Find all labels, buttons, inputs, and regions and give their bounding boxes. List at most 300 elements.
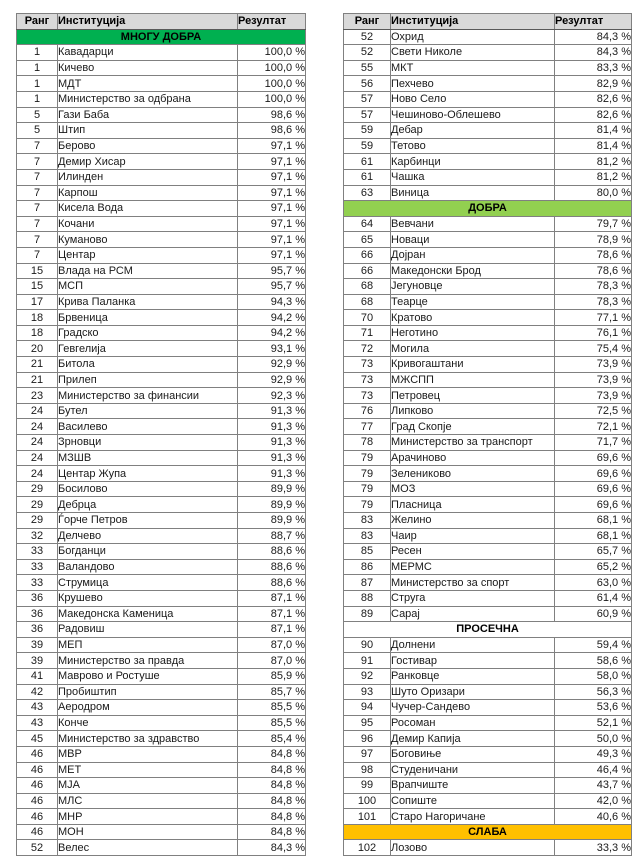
rank-cell: 43 [17,700,58,716]
result-cell: 85,5 % [238,700,306,716]
result-cell: 73,9 % [555,357,632,373]
institution-cell: Желино [391,513,555,529]
rank-cell: 102 [344,840,391,856]
institution-cell: Демир Хисар [58,154,238,170]
table-row [344,762,632,778]
rank-cell: 15 [17,263,58,279]
rank-cell: 86 [344,559,391,575]
rank-cell: 79 [344,466,391,482]
section-row [344,622,632,638]
rank-cell: 7 [17,201,58,217]
rank-cell: 59 [344,123,391,139]
institution-cell: Зелениково [391,466,555,482]
institution-cell: Министерство за одбрана [58,91,238,107]
institution-cell: Сарај [391,606,555,622]
institution-cell: Гази Баба [58,107,238,123]
rank-cell: 1 [17,91,58,107]
rank-cell: 63 [344,185,391,201]
result-cell: 85,5 % [238,715,306,731]
institution-cell: Радовиш [58,622,238,638]
rank-cell: 83 [344,528,391,544]
result-cell: 73,9 % [555,372,632,388]
table-row [17,762,306,778]
result-cell: 68,1 % [555,528,632,544]
table-row [344,668,632,684]
table-row [344,606,632,622]
table-row [344,279,632,295]
section-label: МНОГУ ДОБРА [17,29,306,45]
table-row [17,435,306,451]
table-row [17,107,306,123]
institution-cell: Росоман [391,715,555,731]
rank-cell: 66 [344,263,391,279]
rank-cell: 70 [344,310,391,326]
column-header-institution: Институција [391,14,555,30]
table-row [344,232,632,248]
result-cell: 89,9 % [238,513,306,529]
table-row [17,513,306,529]
institution-cell: Пробиштип [58,684,238,700]
rank-cell: 64 [344,216,391,232]
result-cell: 75,4 % [555,341,632,357]
table-row [344,263,632,279]
table-row [17,325,306,341]
result-cell: 73,9 % [555,388,632,404]
rank-cell: 24 [17,450,58,466]
section-row [17,29,306,45]
table-row [344,497,632,513]
rank-cell: 33 [17,544,58,560]
institution-cell: Могила [391,341,555,357]
table-row [344,840,632,856]
rank-cell: 24 [17,403,58,419]
institution-cell: Старо Нагоричане [391,809,555,825]
result-cell: 93,1 % [238,341,306,357]
result-cell: 87,1 % [238,606,306,622]
result-cell: 46,4 % [555,762,632,778]
result-cell: 68,1 % [555,513,632,529]
result-cell: 87,0 % [238,637,306,653]
table-row [344,746,632,762]
table-row [17,169,306,185]
result-cell: 56,3 % [555,684,632,700]
institution-cell: МЕП [58,637,238,653]
institution-cell: Дебар [391,123,555,139]
institution-cell: Градско [58,325,238,341]
table-row [17,606,306,622]
rank-cell: 7 [17,247,58,263]
result-cell: 92,3 % [238,388,306,404]
table-row [344,731,632,747]
institution-cell: Кавадарци [58,45,238,61]
result-cell: 53,6 % [555,700,632,716]
table-row [344,91,632,107]
table-row [17,357,306,373]
institution-cell: Кратово [391,310,555,326]
rank-cell: 7 [17,154,58,170]
rank-cell: 7 [17,185,58,201]
table-row [344,325,632,341]
institution-cell: Битола [58,357,238,373]
rank-cell: 78 [344,435,391,451]
table-row [344,466,632,482]
institution-cell: Петровец [391,388,555,404]
table-row [344,403,632,419]
rank-cell: 97 [344,746,391,762]
institution-cell: Боговиње [391,746,555,762]
institution-cell: Охрид [391,29,555,45]
section-row [344,824,632,840]
rank-cell: 85 [344,544,391,560]
rank-cell: 5 [17,123,58,139]
result-cell: 40,6 % [555,809,632,825]
institution-cell: Зрновци [58,435,238,451]
result-cell: 82,6 % [555,91,632,107]
table-row [344,107,632,123]
table-row [17,668,306,684]
rank-cell: 46 [17,793,58,809]
ranking-table-left [16,13,306,856]
section-label: СЛАБА [344,824,632,840]
table-row [17,279,306,295]
institution-cell: МСП [58,279,238,295]
rank-cell: 20 [17,341,58,357]
institution-cell: Богданци [58,544,238,560]
institution-cell: МЈА [58,778,238,794]
result-cell: 94,3 % [238,294,306,310]
rank-cell: 46 [17,778,58,794]
institution-cell: Свети Николе [391,45,555,61]
rank-cell: 79 [344,450,391,466]
table-row [344,637,632,653]
table-row [17,731,306,747]
result-cell: 88,6 % [238,559,306,575]
institution-cell: МЛС [58,793,238,809]
result-cell: 76,1 % [555,325,632,341]
result-cell: 52,1 % [555,715,632,731]
table-row [344,778,632,794]
rank-cell: 79 [344,497,391,513]
result-cell: 81,4 % [555,123,632,139]
table-row [17,793,306,809]
column-header-rank: Ранг [17,14,58,30]
rank-cell: 5 [17,107,58,123]
section-label: ПРОСЕЧНА [344,622,632,638]
rank-cell: 59 [344,138,391,154]
table-row [17,185,306,201]
institution-cell: Чашка [391,169,555,185]
institution-cell: МЖСПП [391,372,555,388]
result-cell: 97,1 % [238,169,306,185]
institution-cell: Ранковце [391,668,555,684]
rank-cell: 96 [344,731,391,747]
result-cell: 91,3 % [238,466,306,482]
result-cell: 71,7 % [555,435,632,451]
institution-cell: Влада на РСМ [58,263,238,279]
header-row [17,14,306,30]
table-row [17,232,306,248]
result-cell: 84,8 % [238,809,306,825]
rank-cell: 23 [17,388,58,404]
result-cell: 91,3 % [238,419,306,435]
institution-cell: Дебрца [58,497,238,513]
result-cell: 80,0 % [555,185,632,201]
table-row [17,653,306,669]
rank-cell: 52 [344,45,391,61]
result-cell: 84,8 % [238,762,306,778]
rank-cell: 94 [344,700,391,716]
table-row [17,528,306,544]
institution-cell: МНР [58,809,238,825]
rank-cell: 91 [344,653,391,669]
section-label: ДОБРА [344,201,632,217]
table-row [17,700,306,716]
institution-cell: Чучер-Сандево [391,700,555,716]
institution-cell: Карпош [58,185,238,201]
table-row [17,466,306,482]
result-cell: 81,4 % [555,138,632,154]
result-cell: 92,9 % [238,372,306,388]
rank-cell: 89 [344,606,391,622]
institution-cell: Виница [391,185,555,201]
result-cell: 33,3 % [555,840,632,856]
result-cell: 42,0 % [555,793,632,809]
result-cell: 100,0 % [238,91,306,107]
result-cell: 69,6 % [555,450,632,466]
institution-cell: Врапчиште [391,778,555,794]
institution-cell: Ресен [391,544,555,560]
rank-cell: 29 [17,513,58,529]
result-cell: 85,4 % [238,731,306,747]
table-row [344,528,632,544]
column-header-institution: Институција [58,14,238,30]
institution-cell: Босилово [58,481,238,497]
table-row [17,637,306,653]
institution-cell: Арачиново [391,450,555,466]
institution-cell: МКТ [391,60,555,76]
rank-cell: 43 [17,715,58,731]
table-row [17,497,306,513]
result-cell: 89,9 % [238,497,306,513]
institution-cell: Кривогаштани [391,357,555,373]
table-row [17,91,306,107]
rank-cell: 42 [17,684,58,700]
institution-cell: МОЗ [391,481,555,497]
rank-cell: 46 [17,809,58,825]
rank-cell: 1 [17,60,58,76]
institution-cell: Кичево [58,60,238,76]
result-cell: 98,6 % [238,123,306,139]
rank-cell: 33 [17,559,58,575]
result-cell: 79,7 % [555,216,632,232]
rank-cell: 17 [17,294,58,310]
rank-cell: 18 [17,325,58,341]
institution-cell: МЗШВ [58,450,238,466]
result-cell: 43,7 % [555,778,632,794]
table-row [17,809,306,825]
institution-cell: Демир Капија [391,731,555,747]
rank-cell: 73 [344,388,391,404]
table-row [344,590,632,606]
institution-cell: Центар [58,247,238,263]
institution-cell: Штип [58,123,238,139]
rank-cell: 57 [344,91,391,107]
table-row [17,544,306,560]
table-row [344,793,632,809]
table-row [17,824,306,840]
rank-cell: 93 [344,684,391,700]
institution-cell: Конче [58,715,238,731]
result-cell: 100,0 % [238,60,306,76]
table-row [17,60,306,76]
header-row [344,14,632,30]
result-cell: 81,2 % [555,169,632,185]
table-row [344,559,632,575]
institution-cell: Гевгелија [58,341,238,357]
table-row [17,310,306,326]
result-cell: 95,7 % [238,263,306,279]
institution-cell: Карбинци [391,154,555,170]
institution-cell: Струмица [58,575,238,591]
institution-cell: Ѓорче Петров [58,513,238,529]
result-cell: 85,9 % [238,668,306,684]
table-row [17,778,306,794]
table-row [17,201,306,217]
table-row [17,746,306,762]
result-cell: 81,2 % [555,154,632,170]
rank-cell: 77 [344,419,391,435]
rank-cell: 92 [344,668,391,684]
institution-cell: Студеничани [391,762,555,778]
result-cell: 87,1 % [238,590,306,606]
institution-cell: Сопиште [391,793,555,809]
result-cell: 49,3 % [555,746,632,762]
table-row [344,435,632,451]
rank-cell: 71 [344,325,391,341]
institution-cell: Бутел [58,403,238,419]
column-header-result: Резултат [238,14,306,30]
table-row [17,559,306,575]
table-row [344,294,632,310]
institution-cell: Вевчани [391,216,555,232]
institution-cell: МОН [58,824,238,840]
institution-cell: Делчево [58,528,238,544]
institution-cell: Министерство за спорт [391,575,555,591]
institution-cell: Аеродром [58,700,238,716]
result-cell: 84,3 % [555,29,632,45]
result-cell: 60,9 % [555,606,632,622]
table-row [344,513,632,529]
institution-cell: Министерство за финансии [58,388,238,404]
rank-cell: 1 [17,45,58,61]
table-row [344,154,632,170]
rank-cell: 95 [344,715,391,731]
table-row [344,544,632,560]
rank-cell: 90 [344,637,391,653]
result-cell: 84,8 % [238,824,306,840]
institution-cell: Чешиново-Облешево [391,107,555,123]
table-row [17,840,306,856]
result-cell: 88,7 % [238,528,306,544]
rank-cell: 61 [344,154,391,170]
result-cell: 65,2 % [555,559,632,575]
table-row [344,216,632,232]
table-row [344,575,632,591]
rank-cell: 100 [344,793,391,809]
rank-cell: 45 [17,731,58,747]
rank-cell: 24 [17,419,58,435]
table-row [17,419,306,435]
result-cell: 87,1 % [238,622,306,638]
result-cell: 77,1 % [555,310,632,326]
rank-cell: 7 [17,138,58,154]
table-row [17,450,306,466]
result-cell: 91,3 % [238,403,306,419]
rank-cell: 1 [17,76,58,92]
institution-cell: Пласница [391,497,555,513]
institution-cell: Македонски Брод [391,263,555,279]
table-row [344,247,632,263]
rank-cell: 68 [344,294,391,310]
table-row [17,76,306,92]
rank-cell: 88 [344,590,391,606]
institution-cell: Куманово [58,232,238,248]
table-row [17,388,306,404]
table-row [17,590,306,606]
result-cell: 78,3 % [555,279,632,295]
rank-cell: 99 [344,778,391,794]
table-row [344,185,632,201]
rank-cell: 57 [344,107,391,123]
result-cell: 84,8 % [238,793,306,809]
result-cell: 97,1 % [238,201,306,217]
result-cell: 84,3 % [555,45,632,61]
rank-cell: 52 [17,840,58,856]
result-cell: 100,0 % [238,76,306,92]
institution-cell: Лозово [391,840,555,856]
institution-cell: Василево [58,419,238,435]
table-row [17,403,306,419]
rank-cell: 29 [17,497,58,513]
rank-cell: 36 [17,590,58,606]
rank-cell: 21 [17,372,58,388]
table-row [344,60,632,76]
table-row [17,575,306,591]
rank-cell: 73 [344,372,391,388]
rank-cell: 29 [17,481,58,497]
result-cell: 50,0 % [555,731,632,747]
rank-cell: 39 [17,637,58,653]
rank-cell: 72 [344,341,391,357]
institution-cell: Брвеница [58,310,238,326]
rank-cell: 66 [344,247,391,263]
rank-cell: 18 [17,310,58,326]
institution-cell: Гостивар [391,653,555,669]
table-row [344,29,632,45]
result-cell: 78,3 % [555,294,632,310]
institution-cell: Липково [391,403,555,419]
result-cell: 88,6 % [238,544,306,560]
institution-cell: Крушево [58,590,238,606]
table-row [344,341,632,357]
table-row [344,809,632,825]
rank-cell: 24 [17,435,58,451]
rank-cell: 61 [344,169,391,185]
institution-cell: Пехчево [391,76,555,92]
table-row [17,622,306,638]
result-cell: 59,4 % [555,637,632,653]
table-row [344,419,632,435]
